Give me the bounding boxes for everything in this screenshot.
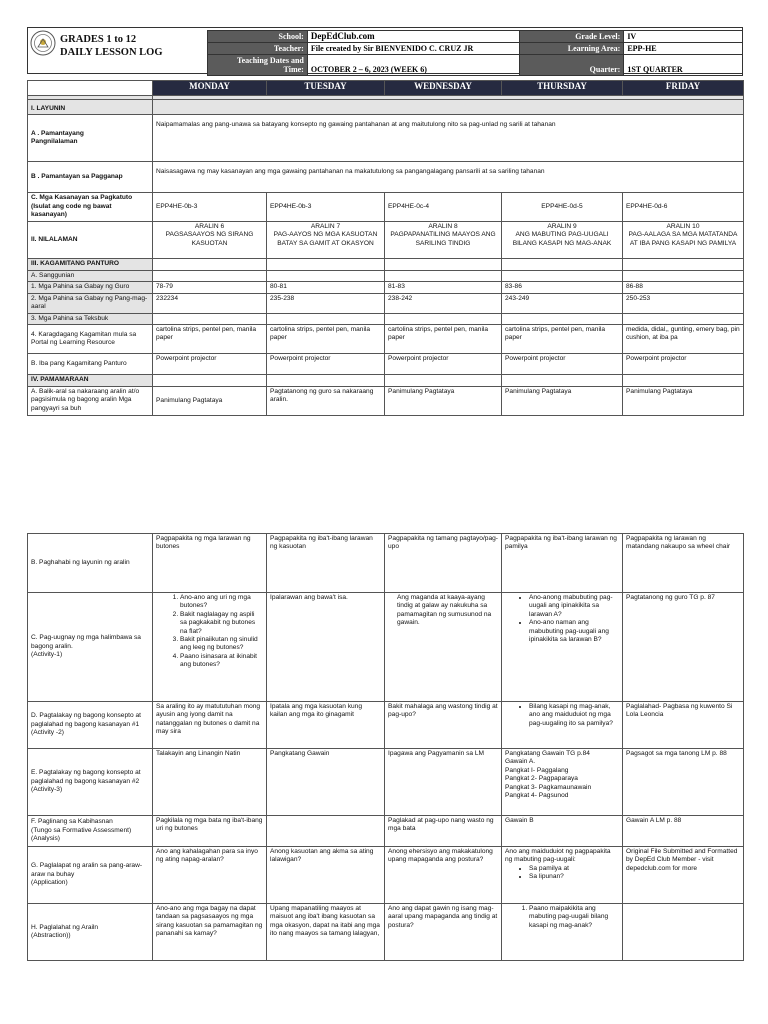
empty-cell (502, 259, 623, 271)
paglalahat-thursday (502, 904, 623, 961)
paghahabi-monday: Pagpapakita ng mga larawan ng butones (153, 534, 267, 593)
list-item: • Ano-ano naman ang mabubuting pag-uugali ang ipinakikita sa larawan B? (529, 619, 619, 644)
empty-cell (623, 375, 744, 387)
pamantayan-pagganap-value: Naisasagawa ng may kasanayan ang mga gawaing pantahanan na makatutulong sa pangangalagang pansarili at sa sariling tahanan (153, 162, 744, 193)
paglalahat-wednesday: Ano ang dapat gawin ng isang mag-aaral upang mapaganda ang tindig at postura? (385, 904, 502, 961)
empty-cell (385, 375, 502, 387)
paglalapat-label: G. Paglalapat ng aralin sa pang-araw-araw na buhay (Application) (28, 847, 153, 904)
paghahabi-tuesday: Pagpapakita ng iba't-ibang larawan ng kasuotan (267, 534, 385, 593)
nilalaman-monday: ARALIN 6 PAGSASAAYOS NG SIRANG KASUOTAN (153, 222, 267, 259)
learning-area-label: Learning Area: (519, 43, 624, 55)
school-value: DepEdClub.com (307, 31, 519, 43)
pag-uugnay-thursday (502, 593, 623, 702)
balik-aral-monday: Panimulang Pagtataya (153, 387, 267, 416)
gabay-guro-tuesday: 80-81 (267, 282, 385, 293)
pag-uugnay-label: C. Pag-uugnay ng mga halimbawa sa bagong aralin. (Activity-1) (28, 593, 153, 702)
kasanayan-label: C. Mga Kasanayan sa Pagkatuto (Isulat ang code ng bawat kasanayan) (28, 193, 153, 222)
empty-cell (623, 313, 744, 324)
day-header-blank (28, 81, 153, 96)
form-title-grades: GRADES 1 to 12 (60, 34, 137, 45)
paglalahat-friday (623, 904, 744, 961)
balik-aral-wednesday: Panimulang Pagtataya (385, 387, 502, 416)
pagtalakay-1-wednesday: Bakit mahalaga ang wastong tindig at pag-upo? (385, 702, 502, 749)
gabay-aaral-monday: 232234 (153, 293, 267, 313)
empty-cell (267, 271, 385, 282)
paglinang-tuesday (267, 816, 385, 847)
pamantayang-pangnilalaman-label: A . Pamantayang Pangnilalaman (28, 115, 153, 162)
header-info-table (207, 30, 743, 76)
day-header-friday: FRIDAY (623, 81, 744, 96)
pagtalakay-2-monday: Talakayin ang Linangin Natin (153, 749, 267, 816)
empty-cell (267, 313, 385, 324)
nilalaman-wednesday: ARALIN 8 PAGPAPANATILING MAAYOS ANG SARILING TINDIG (385, 222, 502, 259)
pagtalakay-1-friday: Paglalahad- Pagbasa ng kuwento Si Lola Leoncia (623, 702, 744, 749)
kasanayan-monday: EPP4HE-0b-3 (153, 193, 267, 222)
teaching-dates-label-line2: Time: (283, 65, 304, 74)
paglinang-monday: Pagkilala ng mga bata ng iba't-ibang uri ng butones (153, 816, 267, 847)
paglalapat-monday: Ano ang kahalagahan para sa inyo ng ating napag-aralan? (153, 847, 267, 904)
section-pamamaraan: IV. PAMAMARAAN (28, 375, 153, 387)
teaching-dates-label (208, 55, 308, 76)
pagtalakay-1-thursday (502, 702, 623, 749)
karagdagang-kagamitan-label: 4. Karagdagang Kagamitan mula sa Portal ng Learning Resource (28, 325, 153, 354)
empty-cell (153, 375, 267, 387)
empty-cell (502, 271, 623, 282)
empty-cell (623, 271, 744, 282)
grade-level-label: Grade Level: (519, 31, 624, 43)
list-item: 4. Paano isinasara at ikinabit ang butones? (180, 653, 263, 670)
paghahabi-thursday: Pagpapakita ng iba't-ibang larawan ng pamilya (502, 534, 623, 593)
pagtalakay-2-tuesday: Pangkatang Gawain (267, 749, 385, 816)
gabay-guro-monday: 78-79 (153, 282, 267, 293)
empty-cell (153, 313, 267, 324)
list-item: • Ano-anong mabubuting pag-uugali ang ipinakikita sa larawan A? (529, 594, 619, 619)
teaching-dates-label-line1: Teaching Dates and (237, 56, 304, 65)
balik-aral-thursday: Panimulang Pagtataya (502, 387, 623, 416)
quarter-value: 1ST QUARTER (624, 55, 743, 76)
paglalahat-monday: Ano-ano ang mga bagay na dapat tandaan sa pagsasaayos ng mga sirang kasuotan sa pamamagitan ng pananahi sa kamay? (153, 904, 267, 961)
pag-uugnay-tuesday: Ipalarawan ang bawa't isa. (267, 593, 385, 702)
list-item: 2. Bakit naglalagay ng aspili sa pagkakabit ng butones na flat? (180, 611, 263, 636)
school-label: School: (208, 31, 308, 43)
list-item: • Sa pamilya at (529, 865, 619, 873)
paghahabi-wednesday: Pagpapakita ng tamang pagtayo/pag-upo (385, 534, 502, 593)
kasanayan-tuesday: EPP4HE-0b-3 (267, 193, 385, 222)
nilalaman-tuesday: ARALIN 7 PAG-AAYOS NG MGA KASUOTAN BATAY SA GAMIT AT OKASYON (267, 222, 385, 259)
paglinang-friday: Gawain A LM p. 88 (623, 816, 744, 847)
nilalaman-friday: ARALIN 10 PAG-AALAGA SA MGA MATATANDA AT IBA PANG KASAPI NG PAMILYA (623, 222, 744, 259)
lesson-table-top (27, 80, 744, 416)
kasanayan-wednesday: EPP4HE-0c-4 (385, 193, 502, 222)
gabay-aaral-tuesday: 235-238 (267, 293, 385, 313)
form-title-dll: DAILY LESSON LOG (60, 47, 163, 58)
iba-kagamitan-label: B. Iba pang Kagamitang Panturo (28, 354, 153, 375)
lesson-table-bottom (27, 533, 744, 961)
sanggunian-label: A. Sanggunian (28, 271, 153, 282)
paglalapat-thursday-text: Ano ang maiduduiot ng pagpapakita ng mabuting pag-uugali: (505, 848, 611, 864)
empty-cell (385, 259, 502, 271)
paglinang-wednesday: Paglakad at pag-upo nang wasto ng mga bata (385, 816, 502, 847)
karagdagang-kagamitan-thursday: cartolina strips, pentel pen, manila paper (502, 325, 623, 354)
karagdagang-kagamitan-wednesday: cartolina strips, pentel pen, manila paper (385, 325, 502, 354)
empty-cell (267, 375, 385, 387)
list-item: 1. Paano maipakikita ang mabuting pag-uugali bilang kasapi ng mag-anak? (529, 905, 619, 930)
list-item: • Bilang kasapi ng mag-anak, ano ang maiduduiot ng mga pag-uugaling ito sa pamilya? (529, 703, 619, 728)
iba-kagamitan-monday: Powerpoint projector (153, 354, 267, 375)
paghahabi-label: B. Paghahabi ng layunin ng aralin (28, 534, 153, 593)
grade-level-value: IV (624, 31, 743, 43)
quarter-label: Quarter: (519, 55, 624, 76)
empty-cell (267, 259, 385, 271)
kasanayan-friday: EPP4HE-0d-6 (623, 193, 744, 222)
pagtalakay-1-tuesday: Ipatala ang mga kasuotan kung kailan ang mga ito ginagamit (267, 702, 385, 749)
paghahabi-friday: Pagpapakita ng larawan ng matandang nakaupo sa wheel chair (623, 534, 744, 593)
empty-cell (385, 271, 502, 282)
day-header-thursday: THURSDAY (502, 81, 623, 96)
balik-aral-friday: Panimulang Pagtataya (623, 387, 744, 416)
gabay-guro-friday: 86-88 (623, 282, 744, 293)
karagdagang-kagamitan-friday: medida, didal,, gunting, emery bag, pin cushion, at iba pa (623, 325, 744, 354)
paglalapat-thursday (502, 847, 623, 904)
kasanayan-thursday: EPP4HE-0d-5 (502, 193, 623, 222)
iba-kagamitan-tuesday: Powerpoint projector (267, 354, 385, 375)
pagtalakay-1-monday: Sa araling ito ay matututuhan mong ayusin ang iyong damit na natanggalan ng butones o damit na may sira (153, 702, 267, 749)
day-header-monday: MONDAY (153, 81, 267, 96)
empty-cell (385, 313, 502, 324)
teaching-dates-value: OCTOBER 2 – 6, 2023 (WEEK 6) (307, 55, 519, 76)
paglinang-thursday: Gawain B (502, 816, 623, 847)
teksbuk-label: 3. Mga Pahina sa Teksbuk (28, 313, 153, 324)
list-item: • Sa lipunan? (529, 873, 619, 881)
gabay-guro-label: 1. Mga Pahina sa Gabay ng Guro (28, 282, 153, 293)
nilalaman-thursday: ARALIN 9 ANG MABUTING PAG-UUGALI BILANG KASAPI NG MAG-ANAK (502, 222, 623, 259)
pagtalakay-2-friday: Pagsagot sa mga tanong LM p. 88 (623, 749, 744, 816)
pagtalakay-1-label: D. Pagtalakay ng bagong konsepto at paglalahad ng bagong kasanayan #1 (Activity -2) (28, 702, 153, 749)
iba-kagamitan-thursday: Powerpoint projector (502, 354, 623, 375)
list-item: 1. Ano-ano ang uri ng mga butones? (180, 594, 263, 611)
gabay-aaral-thursday: 243-249 (502, 293, 623, 313)
pagtalakay-2-label: E. Pagtalakay ng bagong konsepto at paglalahad ng bagong kasanayan #2 (Activity-3) (28, 749, 153, 816)
empty-cell (153, 271, 267, 282)
karagdagang-kagamitan-tuesday: cartolina strips, pentel pen, manila paper (267, 325, 385, 354)
deped-seal-icon (30, 30, 56, 56)
karagdagang-kagamitan-monday: cartolina strips, pentel pen, manila paper (153, 325, 267, 354)
iba-kagamitan-friday: Powerpoint projector (623, 354, 744, 375)
paglalapat-friday: Original File Submitted and Formatted by DepEd Club Member - visit depedclub.com for more (623, 847, 744, 904)
teacher-value: File created by Sir BIENVENIDO C. CRUZ JR (307, 43, 519, 55)
pagtalakay-2-wednesday: Ipagawa ang Pagyamanin sa LM (385, 749, 502, 816)
balik-aral-tuesday: Pagtatanong ng guro sa nakaraang aralin. (267, 387, 385, 416)
empty-cell (502, 375, 623, 387)
iba-kagamitan-wednesday: Powerpoint projector (385, 354, 502, 375)
gabay-aaral-friday: 250-253 (623, 293, 744, 313)
pag-uugnay-monday (153, 593, 267, 702)
section-layunin: I. LAYUNIN (28, 100, 153, 115)
paglalapat-wednesday: Anong ehersisyo ang makakatulong upang mapaganda ang postura? (385, 847, 502, 904)
nilalaman-label: II. NILALAMAN (28, 222, 153, 259)
empty-cell (502, 313, 623, 324)
day-header-wednesday: WEDNESDAY (385, 81, 502, 96)
gabay-guro-wednesday: 81-83 (385, 282, 502, 293)
day-header-tuesday: TUESDAY (267, 81, 385, 96)
pamantayang-pangnilalaman-value: Naipamamalas ang pang-unawa sa batayang konsepto ng gawaing pantahanan at ang maitutulong nito sa pag-unlad ng sarili at tahanan (153, 115, 744, 162)
paglalahat-tuesday: Upang mapanatiling maayos at maisuot ang iba't ibang kasuotan sa mga okasyon, dapat na itabi ang mga ito nang maayos sa tamang lalagyan, (267, 904, 385, 961)
paglalapat-tuesday: Anong kasuotan ang akma sa ating lalawigan? (267, 847, 385, 904)
gabay-guro-thursday: 83-86 (502, 282, 623, 293)
pagtalakay-2-thursday: Pangkatang Gawain TG p.84 Gawain A. Pangkat I- Paggalang Pangkat 2- Pagpaparaya Pangkat 3- Pagkamaunawain Pangkat 4- Pagsunod (502, 749, 623, 816)
pag-uugnay-friday: Pagtatanong ng guro TG p. 87 (623, 593, 744, 702)
teacher-label: Teacher: (208, 43, 308, 55)
section-kagamitan: III. KAGAMITANG PANTURO (28, 259, 153, 271)
learning-area-value: EPP-HE (624, 43, 743, 55)
list-item: 3. Bakit pinaiikutan ng sinulid ang leeg ng butones? (180, 636, 263, 653)
gabay-aaral-wednesday: 238-242 (385, 293, 502, 313)
pag-uugnay-wednesday: Ang maganda at kaaya-ayang tindig at galaw ay nakukuha sa pamamagitan ng sumusunod na gawain. (385, 593, 502, 702)
empty-cell (623, 259, 744, 271)
empty-cell (153, 259, 267, 271)
pamantayan-pagganap-label: B . Pamantayan sa Pagganap (28, 162, 153, 193)
section-layunin-fill (153, 100, 744, 115)
paglalahat-label: H. Paglalahat ng Arailn (Abstraction)) (28, 904, 153, 961)
balik-aral-label: A. Balik-aral sa nakaraang aralin at/o pagsisimula ng bagong aralin Mga pangyayri sa buh (28, 387, 153, 416)
paglinang-label: F. Paglinang sa Kabihasnan (Tungo sa Formative Assessment) (Analysis) (28, 816, 153, 847)
gabay-aaral-label: 2. Mga Pahina sa Gabay ng Pang-mag-aaral (28, 293, 153, 313)
